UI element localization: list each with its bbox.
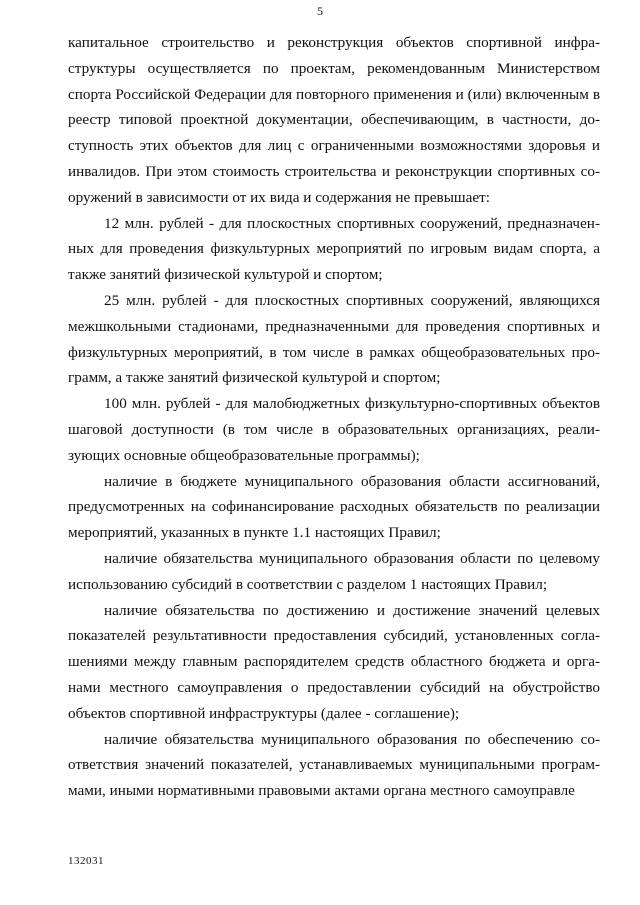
paragraph-limit-25mln: 25 млн. рублей - для плоскостных спортивных сооружений, являющихся межшкольными стадионами, предназначенными для проведения спортивных и физкультурных мероприятий, в том числе в рамках общеобразовательных программ, а также занятий физической культурой и спортом;: [68, 291, 600, 387]
page-number: 5: [317, 4, 323, 18]
paragraph-limit-12mln: 12 млн. рублей - для плоскостных спортивных сооружений, предназначенных для проведения физкультурных мероприятий по игровым видам спорта, а также занятий физической культурой и спортом;: [68, 214, 600, 284]
document-body: [68, 30, 600, 804]
paragraph-limit-100mln: 100 млн. рублей - для малобюджетных физкультурно-спортивных объектов шаговой доступности (в том числе в образовательных организациях, реализующих основные общеобразовательные программы);: [68, 395, 600, 464]
document-code: 132031: [68, 855, 104, 867]
paragraph-budget-allocations: наличие в бюджете муниципального образования области ассигнований, предусмотренных на софинансирование расходных обязательств по реализации мероприятий, указанных в пункте 1.1 настоящих Правил;: [68, 472, 600, 542]
paragraph-indicator-compliance: наличие обязательства муниципального образования по обеспечению соответствия значений показателей, устанавливаемых муниципальными программами, иными нормативными правовыми актами органа местного самоуправле: [68, 730, 600, 800]
paragraph-performance-indicators: наличие обязательства по достижению и достижение значений целевых показателей результативности предоставления субсидий, установленных соглашениями между главным распорядителем средств областного бюджета и органами местного самоуправления о предоставлении субсидий на обустройство объектов спортивной инфраструктуры (далее - соглашение);: [68, 601, 600, 722]
paragraph-construction-conditions: капитальное строительство и реконструкция объектов спортивной инфраструктуры осуществляется по проектам, рекомендованным Министерством спорта Российской Федерации для повторного применения и (или) включенным в реестр типовой проектной документации, обеспечивающим, в частности, доступность этих объектов для лиц с ограниченными возможностями здоровья и инвалидов. При этом стоимость строительства и реконструкции спортивных сооружений в зависимости от их вида и содержания не превышает:: [68, 34, 600, 206]
paragraph-targeted-use: наличие обязательства муниципального образования области по целевому использованию субсидий в соответствии с разделом 1 настоящих Правил;: [68, 549, 600, 593]
